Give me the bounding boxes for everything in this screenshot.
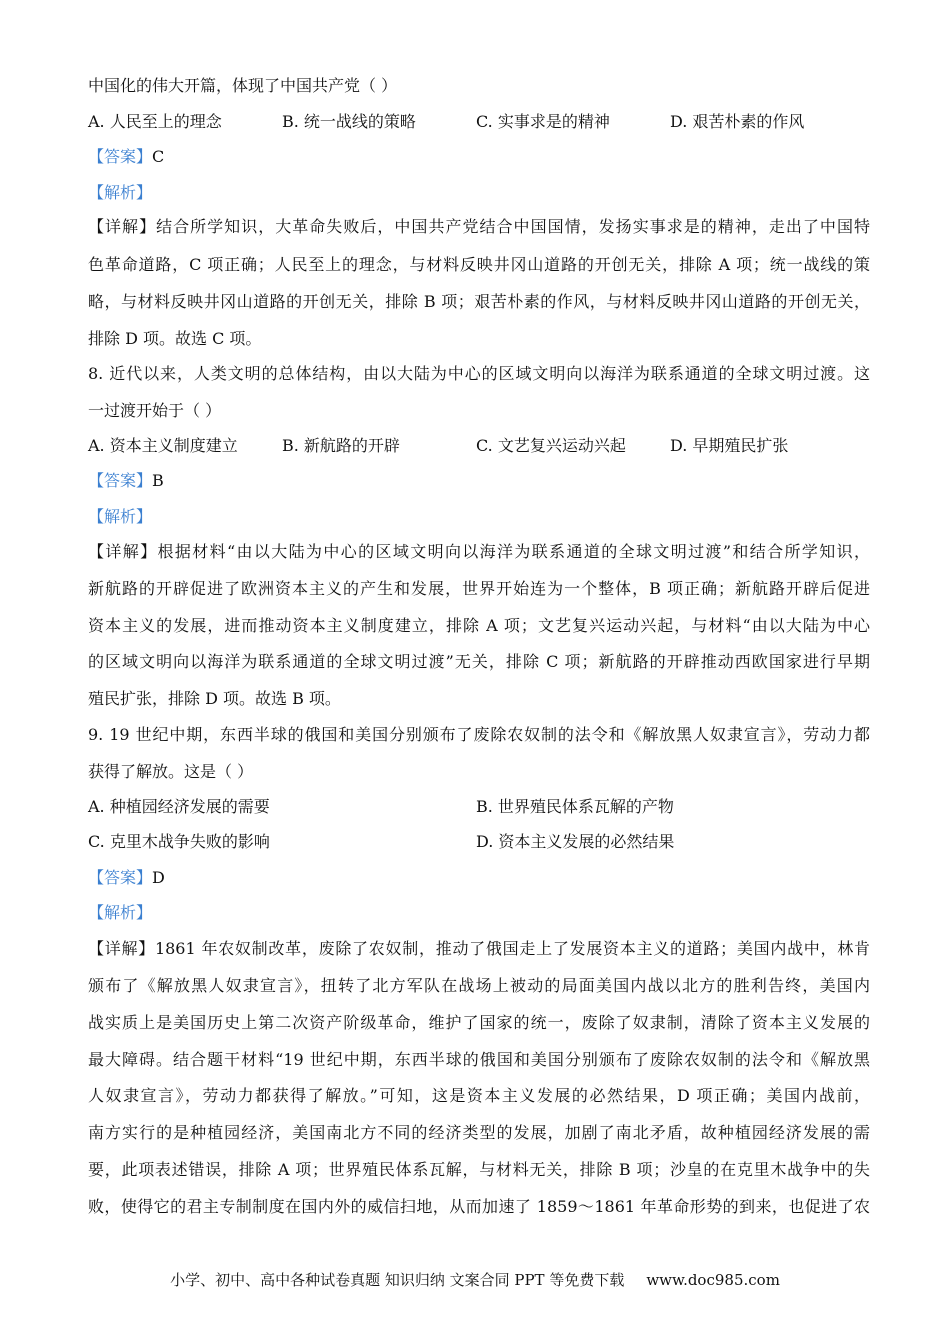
q8-stem: 一过渡开始于（ ） [88,401,222,420]
q9-detail-line: 战实质上是美国历史上第二次资产阶级革命，维护了国家的统一，废除了奴隶制，清除了资本主义发展的 [88,1013,870,1032]
q8-detail-line: 殖民扩张，排除 D 项。故选 B 项。 [88,689,341,708]
q8-option-d: D. 早期殖民扩张 [670,436,789,455]
q8-detail-line: 的区域文明向以海洋为联系通道的全球文明过渡”无关，排除 C 项；新航路的开辟推动西欧国家进行早期 [88,652,870,671]
q7-option-d: D. 艰苦朴素的作风 [670,112,805,131]
q7-option-b: B. 统一战线的策略 [282,112,416,131]
detail-tag: 【详解】 [88,939,155,958]
answer-tag: 【答案】 [88,471,153,490]
q7-option-c: C. 实事求是的精神 [476,112,610,131]
q9-detail-line [88,939,870,959]
detail-text: 1861 年农奴制改革，废除了农奴制，推动了俄国走上了发展资本主义的道路；美国内战中，林肯 [154,939,870,958]
q9-detail-line: 要，此项表述错误，排除 A 项；世界殖民体系瓦解，与材料无关，排除 B 项；沙皇的在克里木战争中的失 [88,1160,870,1179]
page-footer [0,1270,950,1290]
q9-stem: 获得了解放。这是（ ） [88,762,254,781]
q7-analysis-tag [88,183,152,203]
q8-stem: 8. 近代以来，人类文明的总体结构，由以大陆为中心的区域文明向以海洋为联系通道的全球文明过渡。这 [88,364,870,383]
analysis-tag: 【解析】 [88,507,153,526]
q7-option-a: A. 人民至上的理念 [88,112,222,131]
q9-answer [88,868,165,888]
answer-value: C [152,147,165,166]
footer-url[interactable]: www.doc985.com [646,1271,780,1289]
q7-answer [88,147,164,167]
footer-text: 小学、初中、高中各种试卷真题 知识归纳 文案合同 PPT 等免费下载 [170,1271,625,1289]
q9-option-b: B. 世界殖民体系瓦解的产物 [476,797,674,816]
answer-tag: 【答案】 [88,868,153,887]
detail-text: 根据材料“由以大陆为中心的区域文明向以海洋为联系通道的全球文明过渡”和结合所学知识， [157,542,870,561]
q9-detail-line: 南方实行的是种植园经济，美国南北方不同的经济类型的发展，加剧了南北矛盾，故种植园经济发展的需 [88,1123,870,1142]
q9-option-c: C. 克里木战争失败的影响 [88,832,270,851]
answer-value: D [152,868,165,887]
answer-value: B [152,471,164,490]
detail-tag: 【详解】 [88,542,158,561]
q8-analysis-tag [88,507,152,527]
q9-option-a: A. 种植园经济发展的需要 [88,797,270,816]
answer-tag: 【答案】 [88,147,153,166]
q8-option-b: B. 新航路的开辟 [282,436,400,455]
detail-text: 结合所学知识，大革命失败后，中国共产党结合中国国情，发扬实事求是的精神，走出了中国特 [156,217,870,236]
q9-analysis-tag [88,903,152,923]
q7-stem: 中国化的伟大开篇，体现了中国共产党（ ） [88,76,398,95]
q9-option-d: D. 资本主义发展的必然结果 [476,832,675,851]
q9-stem: 9. 19 世纪中期，东西半球的俄国和美国分别颁布了废除农奴制的法令和《解放黑人奴隶宣言》，劳动力都 [88,725,870,744]
q8-detail-line: 资本主义的发展，进而推动资本主义制度建立，排除 A 项；文艺复兴运动兴起，与材料“由以大陆为中心 [88,616,870,635]
q8-option-a: A. 资本主义制度建立 [88,436,238,455]
q8-option-c: C. 文艺复兴运动兴起 [476,436,626,455]
q8-answer [88,471,164,491]
q9-detail-line: 颁布了《解放黑人奴隶宣言》，扭转了北方军队在战场上被动的局面美国内战以北方的胜利告终，美国内 [88,976,870,995]
q7-detail-line [88,217,870,237]
q7-detail-line: 色革命道路，C 项正确；人民至上的理念，与材料反映井冈山道路的开创无关，排除 A 项；统一战线的策 [88,255,870,274]
q8-detail-line [88,542,870,562]
q9-detail-line: 最大障碍。结合题干材料“19 世纪中期，东西半球的俄国和美国分别颁布了废除农奴制的法令和《解放黑 [88,1050,870,1069]
q7-detail-line: 略，与材料反映井冈山道路的开创无关，排除 B 项；艰苦朴素的作风，与材料反映井冈山道路的开创无关， [88,292,870,311]
analysis-tag: 【解析】 [88,903,153,922]
q7-detail-line: 排除 D 项。故选 C 项。 [88,329,262,348]
q9-detail-line: 败，使得它的君主专制制度在国内外的威信扫地，从而加速了 1859～1861 年革命形势的到来，也促进了农 [88,1197,870,1216]
analysis-tag: 【解析】 [88,183,153,202]
q8-detail-line: 新航路的开辟促进了欧洲资本主义的产生和发展，世界开始连为一个整体，B 项正确；新航路开辟后促进 [88,579,870,598]
detail-tag: 【详解】 [88,217,157,236]
q9-detail-line: 人奴隶宣言》，劳动力都获得了解放。”可知，这是资本主义发展的必然结果，D 项正确；美国内战前， [88,1086,870,1105]
